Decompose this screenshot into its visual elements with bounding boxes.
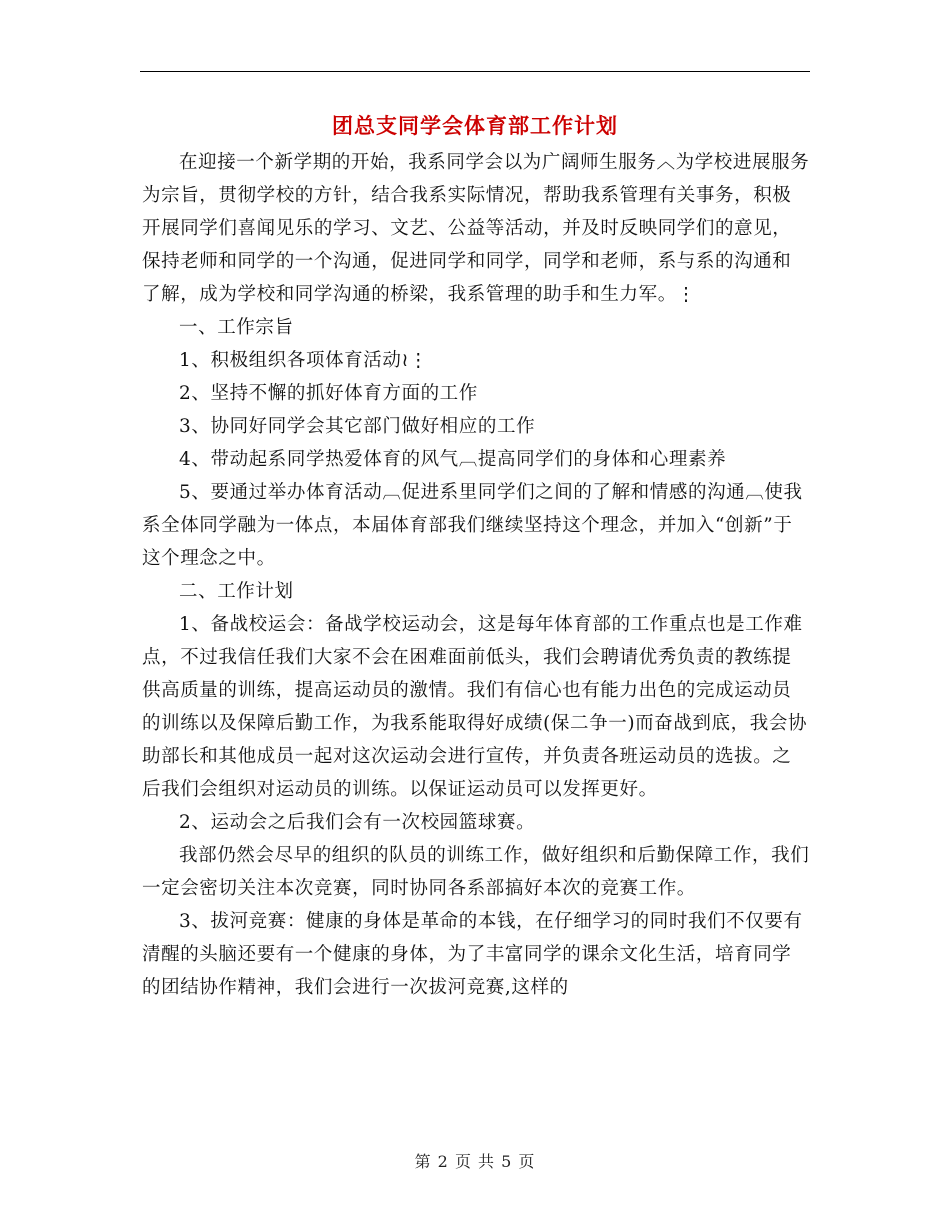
document-title: 团总支同学会体育部工作计划 [332, 113, 618, 138]
list-item: 5、要通过举办体育活动︹促进系里同学们之间的了解和情感的沟通︹使我系全体同学融为一体点，本届体育部我们继续坚持这个理念，并加入“创新”于这个理念之中。 [142, 482, 803, 569]
list-item: 1、积极组织各项体育活动≀⋮ [179, 350, 429, 371]
document-body [142, 146, 810, 1004]
paragraph-training: 我部仍然会尽早的组织的队员的训练工作，做好组织和后勤保障工作，我们一定会密切关注本次竞赛，同时协同各系部搞好本次的竞赛工作。 [142, 845, 810, 899]
list-item: 4、带动起系同学热爱体育的风气︹提高同学们的身体和心理素养 [179, 449, 727, 470]
paragraph-basketball: 2、运动会之后我们会有一次校园篮球赛。 [179, 812, 536, 833]
paragraph-tug-of-war: 3、拔河竞赛：健康的身体是革命的本钱，在仔细学习的同时我们不仅要有清醒的头脑还要有一个健康的身体，为了丰富同学的课余文化生活，培育同学的团结协作精神，我们会进行一次拔河竞赛,这样的 [142, 911, 803, 998]
paragraph-sports-meet: 1、备战校运会：备战学校运动会，这是每年体育部的工作重点也是工作难点，不过我信任我们大家不会在困难面前低头，我们会聘请优秀负责的教练提供高质量的训练，提高运动员的激情。我们有信心也有能力出色的完成运动员的训练以及保障后勤工作，为我系能取得好成绩(保二争一)而奋战到底，我会协助部长和其他成员一起对这次运动会进行宣传，并负责各班运动员的选拔。之后我们会组织对运动员的训练。以保证运动员可以发挥更好。 [142, 614, 808, 800]
list-item: 2、坚持不懈的抓好体育方面的工作 [179, 383, 478, 404]
list-item: 3、协同好同学会其它部门做好相应的工作 [179, 416, 536, 437]
page-number: 第 2 页 共 5 页 [414, 1152, 536, 1171]
header-rule [140, 71, 810, 72]
section-heading-plan: 二、工作计划 [179, 581, 294, 602]
paragraph-intro: 在迎接一个新学期的开始，我系同学会以为广阔师生服务︿为学校进展服务为宗旨，贯彻学校的方针，结合我系实际情况，帮助我系管理有关事务，积极开展同学们喜闻见乐的学习、文艺、公益等活动，并及时反映同学们的意见，保持老师和同学的一个沟通，促进同学和同学，同学和老师，系与系的沟通和了解，成为学校和同学沟通的桥梁，我系管理的助手和生力军。⋮ [142, 152, 810, 305]
section-heading-purpose: 一、工作宗旨 [179, 317, 294, 338]
